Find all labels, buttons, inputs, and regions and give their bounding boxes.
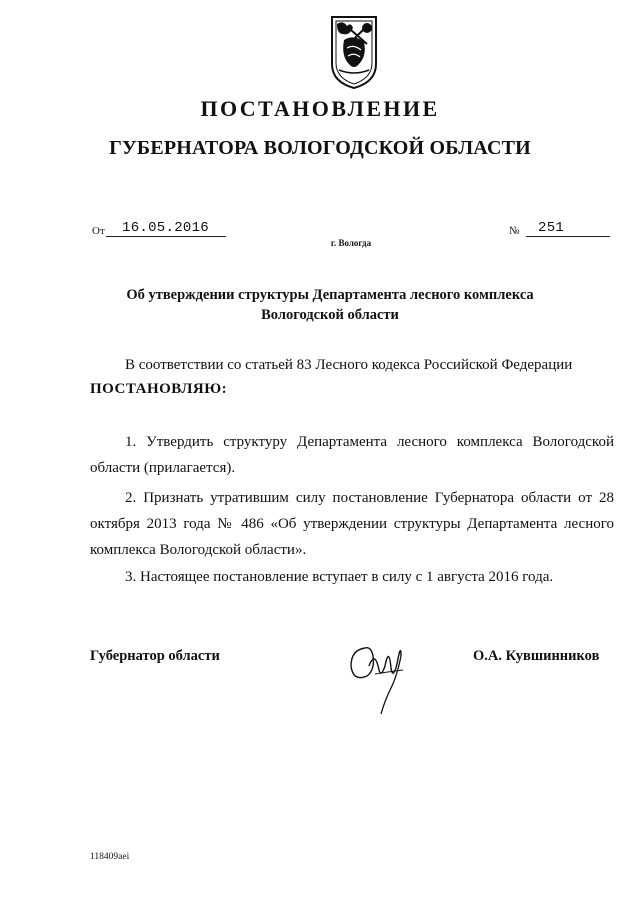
document-code: 118409aei xyxy=(90,852,130,862)
date-underline xyxy=(106,236,226,237)
document-number: 251 xyxy=(538,220,565,236)
number-underline xyxy=(526,236,610,237)
city-label: г. Вологда xyxy=(330,238,372,248)
item-3: 3. Настоящее постановление вступает в силу с 1 августа 2016 года. xyxy=(125,569,554,585)
document-subject xyxy=(100,285,560,325)
subject-line-1: Об утверждении структуры Департамента лесного комплекса xyxy=(126,287,534,303)
preamble: В соответствии со статьей 83 Лесного кодекса Российской Федерации xyxy=(125,357,573,373)
document-title: ПОСТАНОВЛЕНИЕ xyxy=(200,96,440,121)
date-prefix: От xyxy=(92,225,105,237)
signatory-name: О.А. Кувшинников xyxy=(473,648,600,664)
signatory-position: Губернатор области xyxy=(90,648,220,664)
item-2: 2. Признать утратившим силу постановление Губернатора области от 28 октября 2013 года № 486 «Об утверждении структуры Департамента лесного комплекса Вологодской области». xyxy=(90,490,614,558)
handwritten-signature xyxy=(345,626,415,716)
number-prefix: № xyxy=(509,225,520,237)
decree-word: ПОСТАНОВЛЯЮ: xyxy=(90,381,228,397)
subject-line-2: Вологодской области xyxy=(261,307,399,323)
document-date: 16.05.2016 xyxy=(122,220,210,236)
item-1: 1. Утвердить структуру Департамента лесного комплекса Вологодской области (прилагается). xyxy=(90,434,614,476)
coat-of-arms-icon xyxy=(329,14,379,90)
document-subtitle: ГУБЕРНАТОРА ВОЛОГОДСКОЙ ОБЛАСТИ xyxy=(109,137,531,159)
